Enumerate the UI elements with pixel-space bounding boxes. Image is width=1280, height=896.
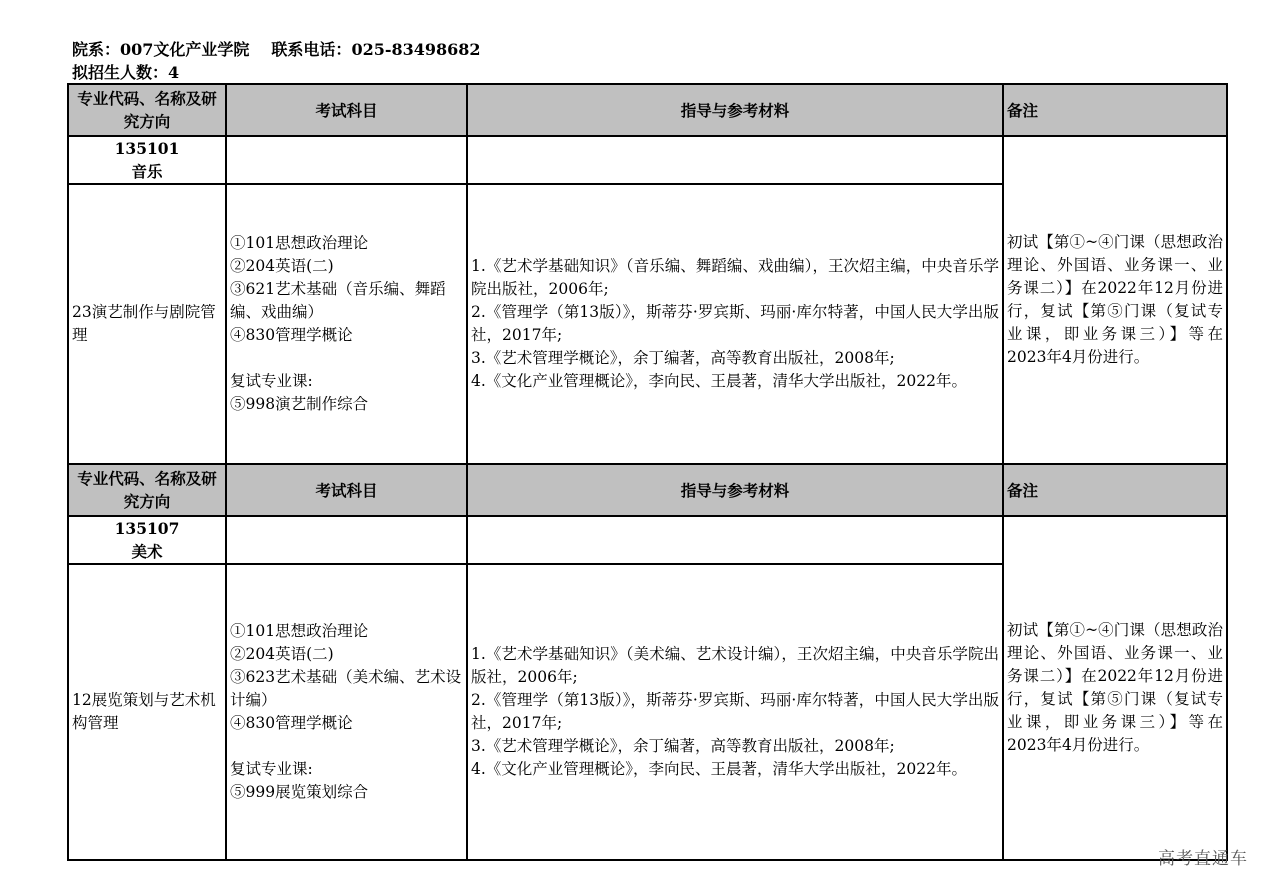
exam-subjects [226,184,467,464]
quota-label: 拟招生人数： [72,63,169,82]
reference-materials [467,184,1003,464]
major-name: 音乐 [131,162,163,181]
table-header-row [68,84,1227,136]
major-name: 美术 [131,542,163,561]
major-code: 135107 [114,519,180,538]
phone-label: 联系电话： [271,40,352,59]
header-references: 指导与参考材料 [467,464,1003,516]
reference-item: 1.《艺术学基础知识》（音乐编、舞蹈编、戏曲编），王次炤主编，中央音乐学院出版社，2006年; [471,257,999,298]
subject-item: ②204英语(二) [230,257,334,275]
phone-value: 025-83498682 [351,40,481,59]
subject-item: ③621艺术基础（音乐编、舞蹈编、戏曲编） [230,280,446,321]
subject-item: ④830管理学概论 [230,326,353,344]
reference-item: 4.《文化产业管理概论》，李向民、王晨著，清华大学出版社，2022年。 [471,372,967,390]
major-code: 135101 [114,139,180,158]
header-major: 专业代码、名称及研究方向 [68,84,226,136]
reference-item: 2.《管理学（第13版）》，斯蒂芬·罗宾斯、玛丽·库尔特著，中国人民大学出版社，2017年; [471,303,999,344]
major-code-name [68,136,226,184]
major-table-fine-arts [67,463,1228,861]
major-row [68,516,1227,564]
subject-item: ③623艺术基础（美术编、艺术设计编） [230,668,462,709]
enrollment-quota-line [72,63,179,83]
reference-item: 3.《艺术管理学概论》，余丁编著，高等教育出版社，2008年; [471,737,895,755]
major-subjects-empty [226,136,467,184]
header-remark: 备注 [1003,84,1227,136]
watermark-text: 高考直通车 [1158,849,1248,869]
header-subjects: 考试科目 [226,464,467,516]
research-direction: 23演艺制作与剧院管理 [68,184,226,464]
department-contact-line [72,40,481,60]
retest-subject: ⑤999展览策划综合 [230,783,369,801]
header-remark: 备注 [1003,464,1227,516]
major-references-empty [467,136,1003,184]
header-subjects: 考试科目 [226,84,467,136]
research-direction: 12展览策划与艺术机构管理 [68,564,226,860]
retest-label: 复试专业课: [230,372,313,390]
remark-cell: 初试【第①~④门课（思想政治理论、外国语、业务课一、业务课二）】在2022年12月份进行，复试【第⑤门课（复试专业课，即业务课三）】等在2023年4月份进行。 [1003,136,1227,464]
reference-item: 3.《艺术管理学概论》，余丁编著，高等教育出版社，2008年; [471,349,895,367]
reference-item: 4.《文化产业管理概论》，李向民、王晨著，清华大学出版社，2022年。 [471,760,967,778]
subject-item: ②204英语(二) [230,645,334,663]
subject-item: ④830管理学概论 [230,714,353,732]
department-value: 007文化产业学院 [120,40,250,59]
reference-item: 2.《管理学（第13版）》，斯蒂芬·罗宾斯、玛丽·库尔特著，中国人民大学出版社，2017年; [471,691,999,732]
department-label: 院系： [72,40,121,59]
exam-subjects [226,564,467,860]
header-major: 专业代码、名称及研究方向 [68,464,226,516]
major-row [68,136,1227,184]
major-references-empty [467,516,1003,564]
header-references: 指导与参考材料 [467,84,1003,136]
retest-label: 复试专业课: [230,760,313,778]
subject-item: ①101思想政治理论 [230,234,369,252]
major-table-music [67,83,1228,465]
retest-subject: ⑤998演艺制作综合 [230,395,369,413]
quota-value: 4 [168,63,180,82]
major-code-name [68,516,226,564]
reference-materials [467,564,1003,860]
remark-cell: 初试【第①~④门课（思想政治理论、外国语、业务课一、业务课二）】在2022年12月份进行，复试【第⑤门课（复试专业课，即业务课三）】等在2023年4月份进行。 [1003,516,1227,860]
table-header-row [68,464,1227,516]
major-subjects-empty [226,516,467,564]
subject-item: ①101思想政治理论 [230,622,369,640]
reference-item: 1.《艺术学基础知识》（美术编、艺术设计编），王次炤主编，中央音乐学院出版社，2006年; [471,645,999,686]
